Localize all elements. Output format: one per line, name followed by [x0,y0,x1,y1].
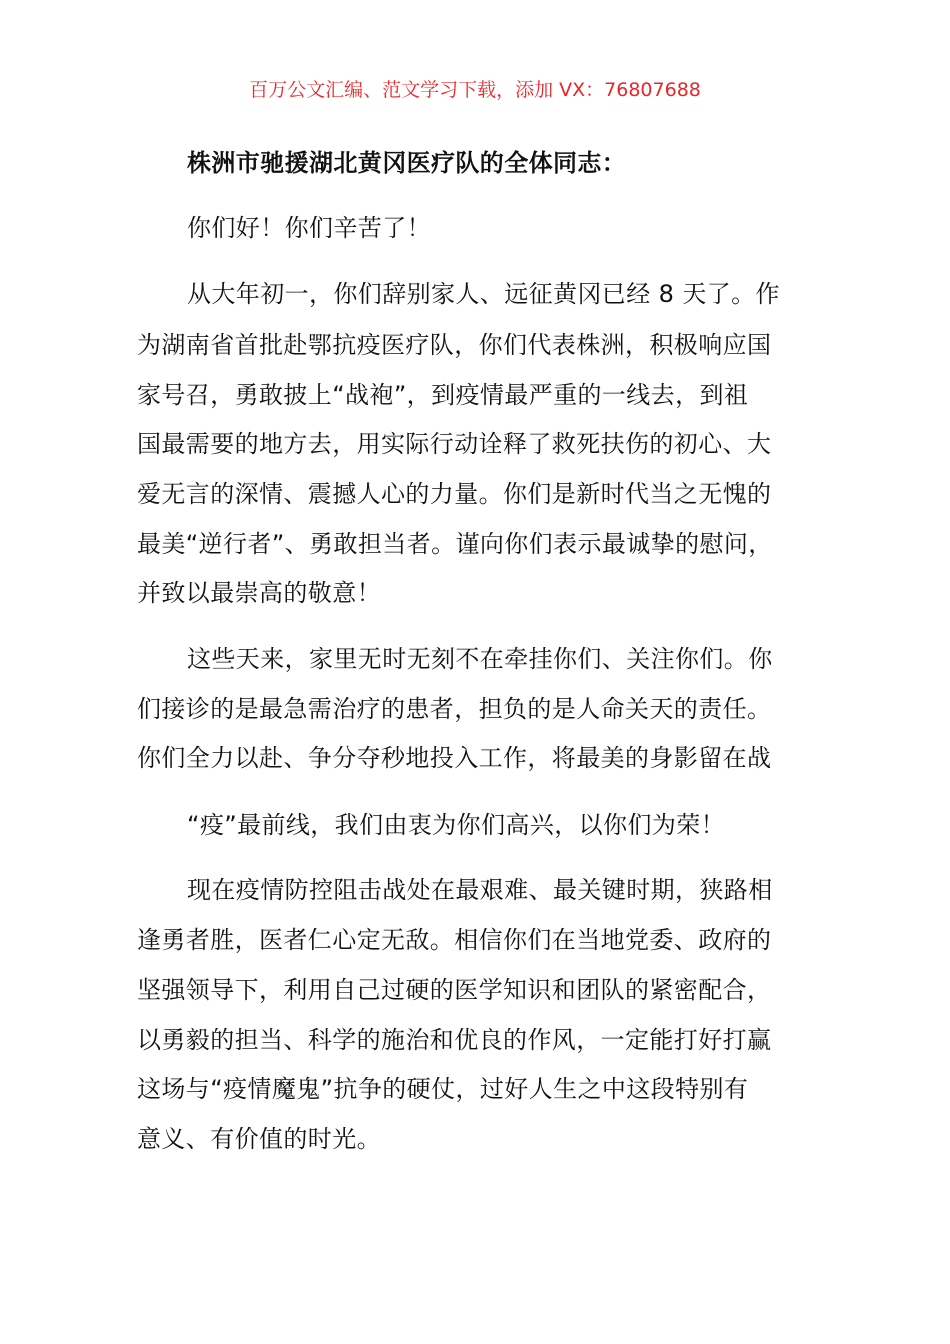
text-line: 从大年初一，你们辞别家人、远征黄冈已经 8 天了。作 [187,280,780,308]
text-line: 逢勇者胜，医者仁心定无敌。相信你们在当地党委、政府的 [137,926,772,954]
text-line: 这些天来，家里无时无刻不在牵挂你们、关注你们。你 [187,645,773,673]
text-line: 这场与“疫情魔鬼”抗争的硬仗，过好人生之中这段特别有 [137,1075,749,1103]
watermark-header: 百万公文汇编、范文学习下载，添加 VX：76807688 [249,79,701,101]
text-line: 坚强领导下，利用自己过硬的医学知识和团队的紧密配合， [137,976,772,1004]
text-line: 爱无言的深情、震撼人心的力量。你们是新时代当之无愧的 [137,480,772,508]
text-line: 以勇毅的担当、科学的施治和优良的作风，一定能打好打赢 [137,1026,772,1054]
greeting: 你们好！你们辛苦了！ [187,214,431,242]
text-line: 最美“逆行者”、勇敢担当者。谨向你们表示最诚挚的慰问， [137,530,773,558]
text-line: 你们全力以赴、争分夺秒地投入工作，将最美的身影留在战 [137,744,772,772]
text-line: “疫”最前线，我们由衷为你们高兴，以你们为荣！ [187,811,726,839]
text-line: 并致以最崇高的敬意！ [137,579,381,607]
text-line: 家号召，勇敢披上“战袍”，到疫情最严重的一线去，到祖 [137,381,749,409]
text-line: 国最需要的地方去，用实际行动诠释了救死扶伤的初心、大 [137,430,772,458]
text-line: 们接诊的是最急需治疗的患者，担负的是人命关天的责任。 [137,695,772,723]
text-line: 现在疫情防控阻击战处在最艰难、最关键时期，狭路相 [187,876,773,904]
text-line: 意义、有价值的时光。 [137,1125,381,1153]
text-line: 为湖南省首批赴鄂抗疫医疗队，你们代表株洲，积极响应国 [137,331,772,359]
salutation: 株洲市驰援湖北黄冈医疗队的全体同志： [187,149,627,177]
